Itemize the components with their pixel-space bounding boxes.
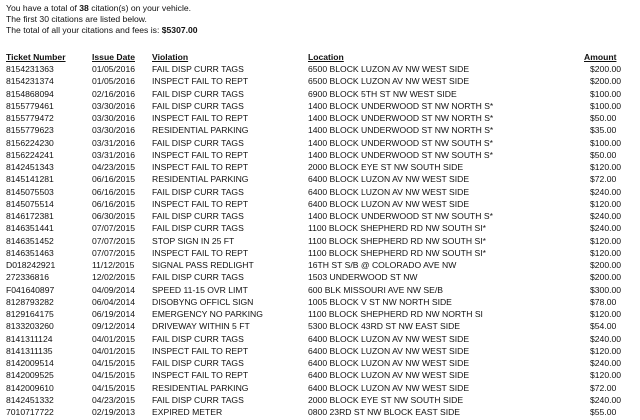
issue-date-cell: 04/23/2015 — [92, 162, 136, 172]
violation-cell: FAIL DISP CURR TAGS — [152, 64, 244, 74]
amount-cell: $72.00 — [590, 382, 617, 393]
ticket-number-cell: 8154231363 — [6, 64, 54, 74]
table-row — [6, 63, 632, 75]
issue-date-cell: 03/30/2016 — [92, 100, 136, 111]
table-row — [6, 284, 632, 296]
ticket-number-cell: 8133203260 — [6, 321, 54, 332]
issue-date-cell: 03/31/2016 — [92, 149, 136, 160]
issue-date-cell: 01/05/2016 — [92, 76, 136, 87]
issue-date-cell: 04/01/2015 — [92, 333, 136, 344]
issue-date-cell: 01/05/2016 — [92, 64, 136, 74]
location-cell: 1400 BLOCK UNDERWOOD ST NW NORTH S* — [308, 113, 494, 123]
location-cell: 6400 BLOCK LUZON AV NW WEST SIDE — [308, 174, 470, 185]
listing-note: The first 30 citations are listed below. — [6, 14, 147, 25]
violation-cell: EXPIRED METER — [152, 407, 223, 417]
location-cell: 1100 BLOCK SHEPHERD RD NW SOUTH SI* — [308, 247, 486, 258]
violation-cell: INSPECT FAIL TO REPT — [152, 198, 249, 209]
table-row — [6, 394, 632, 406]
count-suffix: citation(s) on your vehicle. — [88, 3, 192, 13]
violation-cell: FAIL DISP CURR TAGS — [152, 88, 244, 99]
violation-cell: FAIL DISP CURR TAGS — [152, 333, 244, 344]
amount-cell: $200.00 — [590, 260, 622, 270]
amount-cell: $120.00 — [590, 309, 622, 319]
ticket-number-cell: 8154868094 — [6, 88, 54, 99]
location-cell: 5300 BLOCK 43RD ST NW EAST SIDE — [308, 321, 461, 332]
issue-date-cell: 06/19/2014 — [92, 309, 136, 319]
amount-cell: $100.00 — [590, 137, 622, 148]
location-cell: 1100 BLOCK SHEPHERD RD NW SOUTH SI* — [308, 235, 486, 246]
header-ticket-number: Ticket Number — [6, 52, 66, 62]
issue-date-cell: 07/07/2015 — [92, 247, 136, 258]
issue-date-cell: 04/09/2014 — [92, 284, 136, 295]
table-row — [6, 406, 632, 418]
table-row — [6, 345, 632, 357]
violation-cell: FAIL DISP CURR TAGS — [152, 358, 244, 368]
table-row — [6, 210, 632, 222]
violation-cell: STOP SIGN IN 25 FT — [152, 235, 235, 246]
table-row — [6, 112, 632, 124]
amount-cell: $240.00 — [590, 394, 622, 405]
header-issue-date: Issue Date — [92, 52, 135, 62]
amount-cell: $54.00 — [590, 321, 617, 332]
issue-date-cell: 09/12/2014 — [92, 321, 136, 332]
amount-cell: $200.00 — [590, 76, 622, 87]
amount-cell: $120.00 — [590, 247, 622, 258]
issue-date-cell: 04/15/2015 — [92, 370, 136, 381]
ticket-number-cell: 8141311135 — [6, 345, 53, 356]
ticket-number-cell: 8146351441 — [6, 223, 54, 234]
issue-date-cell: 06/04/2014 — [92, 296, 136, 307]
violation-cell: INSPECT FAIL TO REPT — [152, 76, 249, 87]
location-cell: 6400 BLOCK LUZON AV NW WEST SIDE — [308, 382, 470, 393]
ticket-number-cell: 8156224230 — [6, 137, 54, 148]
ticket-number-cell: 8145141281 — [6, 174, 54, 185]
amount-cell: $35.00 — [590, 125, 617, 136]
table-row — [6, 75, 632, 87]
issue-date-cell: 04/01/2015 — [92, 345, 136, 356]
violation-cell: INSPECT FAIL TO REPT — [152, 113, 249, 123]
location-cell: 6400 BLOCK LUZON AV NW WEST SIDE — [308, 345, 470, 356]
table-row — [6, 247, 632, 259]
table-row — [6, 137, 632, 149]
header-violation: Violation — [152, 52, 189, 62]
amount-cell: $240.00 — [590, 211, 622, 221]
table-row — [6, 320, 632, 332]
location-cell: 6900 BLOCK 5TH ST NW WEST SIDE — [308, 88, 457, 99]
header-location: Location — [308, 52, 344, 62]
issue-date-cell: 06/16/2015 — [92, 186, 136, 197]
amount-cell: $200.00 — [590, 272, 622, 283]
amount-cell: $100.00 — [590, 100, 622, 111]
ticket-number-cell: 8142009610 — [6, 382, 54, 393]
location-cell: 6500 BLOCK LUZON AV NW WEST SIDE — [308, 64, 470, 74]
amount-cell: $55.00 — [590, 407, 617, 417]
amount-cell: $240.00 — [590, 333, 622, 344]
location-cell: 1005 BLOCK V ST NW NORTH SIDE — [308, 296, 452, 307]
total-line — [6, 25, 198, 36]
amount-cell: $72.00 — [590, 174, 617, 185]
violation-cell: FAIL DISP CURR TAGS — [152, 223, 244, 234]
issue-date-cell: 03/31/2016 — [92, 137, 136, 148]
issue-date-cell: 04/15/2015 — [92, 358, 136, 368]
amount-cell: $120.00 — [590, 198, 622, 209]
location-cell: 1400 BLOCK UNDERWOOD ST NW SOUTH S* — [308, 211, 493, 221]
amount-cell: $120.00 — [590, 235, 622, 246]
issue-date-cell: 07/07/2015 — [92, 223, 136, 234]
location-cell: 6400 BLOCK LUZON AV NW WEST SIDE — [308, 370, 470, 381]
location-cell: 1400 BLOCK UNDERWOOD ST NW SOUTH S* — [308, 137, 493, 148]
amount-cell: $78.00 — [590, 296, 617, 307]
violation-cell: FAIL DISP CURR TAGS — [152, 394, 244, 405]
ticket-number-cell: 8142009525 — [6, 370, 54, 381]
violation-cell: FAIL DISP CURR TAGS — [152, 186, 244, 197]
ticket-number-cell: F041640897 — [6, 284, 55, 295]
table-row — [6, 149, 632, 161]
header-amount: Amount — [584, 52, 617, 62]
issue-date-cell: 04/15/2015 — [92, 382, 136, 393]
ticket-number-cell: 8146351463 — [6, 247, 54, 258]
ticket-number-cell: 8142451332 — [6, 394, 54, 405]
location-cell: 1100 BLOCK SHEPHERD RD NW NORTH SI — [308, 309, 483, 319]
violation-cell: INSPECT FAIL TO REPT — [152, 162, 249, 172]
ticket-number-cell: 8154231374 — [6, 76, 54, 87]
location-cell: 6400 BLOCK LUZON AV NW WEST SIDE — [308, 186, 470, 197]
violation-cell: EMERGENCY NO PARKING — [152, 309, 263, 319]
issue-date-cell: 11/12/2015 — [92, 260, 135, 270]
ticket-number-cell: 8156224241 — [6, 149, 54, 160]
violation-cell: SIGNAL PASS REDLIGHT — [152, 260, 254, 270]
table-row — [6, 235, 632, 247]
violation-cell: INSPECT FAIL TO REPT — [152, 345, 249, 356]
ticket-number-cell: D018242921 — [6, 260, 56, 270]
location-cell: 16TH ST S/B @ COLORADO AVE NW — [308, 260, 457, 270]
location-cell: 0800 23RD ST NW BLOCK EAST SIDE — [308, 407, 461, 417]
issue-date-cell: 06/30/2015 — [92, 211, 136, 221]
amount-cell: $100.00 — [590, 88, 622, 99]
ticket-number-cell: 8142009514 — [6, 358, 54, 368]
issue-date-cell: 02/19/2013 — [92, 407, 136, 417]
location-cell: 6500 BLOCK LUZON AV NW WEST SIDE — [308, 76, 470, 87]
location-cell: 6400 BLOCK LUZON AV NW WEST SIDE — [308, 198, 470, 209]
ticket-number-cell: 8129164175 — [6, 309, 54, 319]
table-row — [6, 161, 632, 173]
location-cell: 1100 BLOCK SHEPHERD RD NW SOUTH SI* — [308, 223, 486, 234]
violation-cell: SPEED 11-15 OVR LIMT — [152, 284, 248, 295]
citation-summary — [6, 3, 198, 37]
location-cell: 1400 BLOCK UNDERWOOD ST NW NORTH S* — [308, 125, 494, 136]
amount-cell: $300.00 — [590, 284, 622, 295]
location-cell: 6400 BLOCK LUZON AV NW WEST SIDE — [308, 358, 470, 368]
count-prefix: You have a total of — [6, 3, 80, 13]
ticket-number-cell: 8155779472 — [6, 113, 54, 123]
table-row — [6, 333, 632, 345]
violation-cell: INSPECT FAIL TO REPT — [152, 149, 249, 160]
violation-cell: RESIDENTIAL PARKING — [152, 174, 249, 185]
amount-cell: $50.00 — [590, 149, 617, 160]
amount-cell: $240.00 — [590, 186, 622, 197]
location-cell: 1400 BLOCK UNDERWOOD ST NW NORTH S* — [308, 100, 494, 111]
table-row — [6, 124, 632, 136]
violation-cell: DRIVEWAY WITHIN 5 FT — [152, 321, 250, 332]
citation-count: 38 — [79, 3, 89, 13]
amount-cell: $120.00 — [590, 345, 622, 356]
citations-table — [6, 52, 632, 418]
total-amount: $5307.00 — [161, 25, 198, 36]
violation-cell: INSPECT FAIL TO REPT — [152, 370, 249, 381]
table-row — [6, 198, 632, 210]
location-cell: 6400 BLOCK LUZON AV NW WEST SIDE — [308, 333, 470, 344]
table-row — [6, 308, 632, 320]
issue-date-cell: 03/30/2016 — [92, 125, 136, 136]
citation-count-line — [6, 3, 198, 14]
ticket-number-cell: 8145075514 — [6, 198, 54, 209]
issue-date-cell: 06/16/2015 — [92, 198, 136, 209]
amount-cell: $50.00 — [590, 113, 617, 123]
location-cell: 1503 UNDERWOOD ST NW — [308, 272, 418, 283]
amount-cell: $120.00 — [590, 162, 622, 172]
location-cell: 600 BLK MISSOURI AVE NW SE/B — [308, 284, 443, 295]
ticket-number-cell: 8141311124 — [6, 333, 53, 344]
violation-cell: FAIL DISP CURR TAGS — [152, 137, 244, 148]
ticket-number-cell: 8128793282 — [6, 296, 54, 307]
table-row — [6, 369, 632, 381]
table-row — [6, 100, 632, 112]
ticket-number-cell: 8155779461 — [6, 100, 54, 111]
ticket-number-cell: 7010717722 — [6, 407, 54, 417]
table-row — [6, 357, 632, 369]
table-row — [6, 296, 632, 308]
table-row — [6, 382, 632, 394]
issue-date-cell: 02/16/2016 — [92, 88, 136, 99]
table-row — [6, 186, 632, 198]
amount-cell: $120.00 — [590, 370, 622, 381]
issue-date-cell: 04/23/2015 — [92, 394, 136, 405]
table-row — [6, 271, 632, 283]
issue-date-cell: 03/30/2016 — [92, 113, 136, 123]
ticket-number-cell: 8155779623 — [6, 125, 54, 136]
violation-cell: FAIL DISP CURR TAGS — [152, 100, 244, 111]
amount-cell: $240.00 — [590, 223, 622, 234]
violation-cell: FAIL DISP CURR TAGS — [152, 211, 244, 221]
location-cell: 2000 BLOCK EYE ST NW SOUTH SIDE — [308, 162, 464, 172]
issue-date-cell: 07/07/2015 — [92, 235, 136, 246]
violation-cell: RESIDENTIAL PARKING — [152, 125, 249, 136]
violation-cell: RESIDENTIAL PARKING — [152, 382, 249, 393]
table-row — [6, 222, 632, 234]
violation-cell: INSPECT FAIL TO REPT — [152, 247, 249, 258]
total-prefix: The total of all your citations and fees is: — [6, 25, 162, 36]
table-header-row — [6, 52, 632, 63]
violation-cell: DISOBYNG OFFICL SIGN — [152, 296, 254, 307]
table-row — [6, 173, 632, 185]
table-row — [6, 88, 632, 100]
issue-date-cell: 06/16/2015 — [92, 174, 136, 185]
table-row — [6, 259, 632, 271]
ticket-number-cell: 272336816 — [6, 272, 50, 283]
ticket-number-cell: 8145075503 — [6, 186, 54, 197]
amount-cell: $240.00 — [590, 358, 622, 368]
ticket-number-cell: 8146172381 — [6, 211, 54, 221]
amount-cell: $200.00 — [590, 64, 622, 74]
location-cell: 1400 BLOCK UNDERWOOD ST NW SOUTH S* — [308, 149, 493, 160]
ticket-number-cell: 8146351452 — [6, 235, 54, 246]
ticket-number-cell: 8142451343 — [6, 162, 54, 172]
violation-cell: FAIL DISP CURR TAGS — [152, 272, 244, 283]
issue-date-cell: 12/02/2015 — [92, 272, 136, 283]
location-cell: 2000 BLOCK EYE ST NW SOUTH SIDE — [308, 394, 464, 405]
